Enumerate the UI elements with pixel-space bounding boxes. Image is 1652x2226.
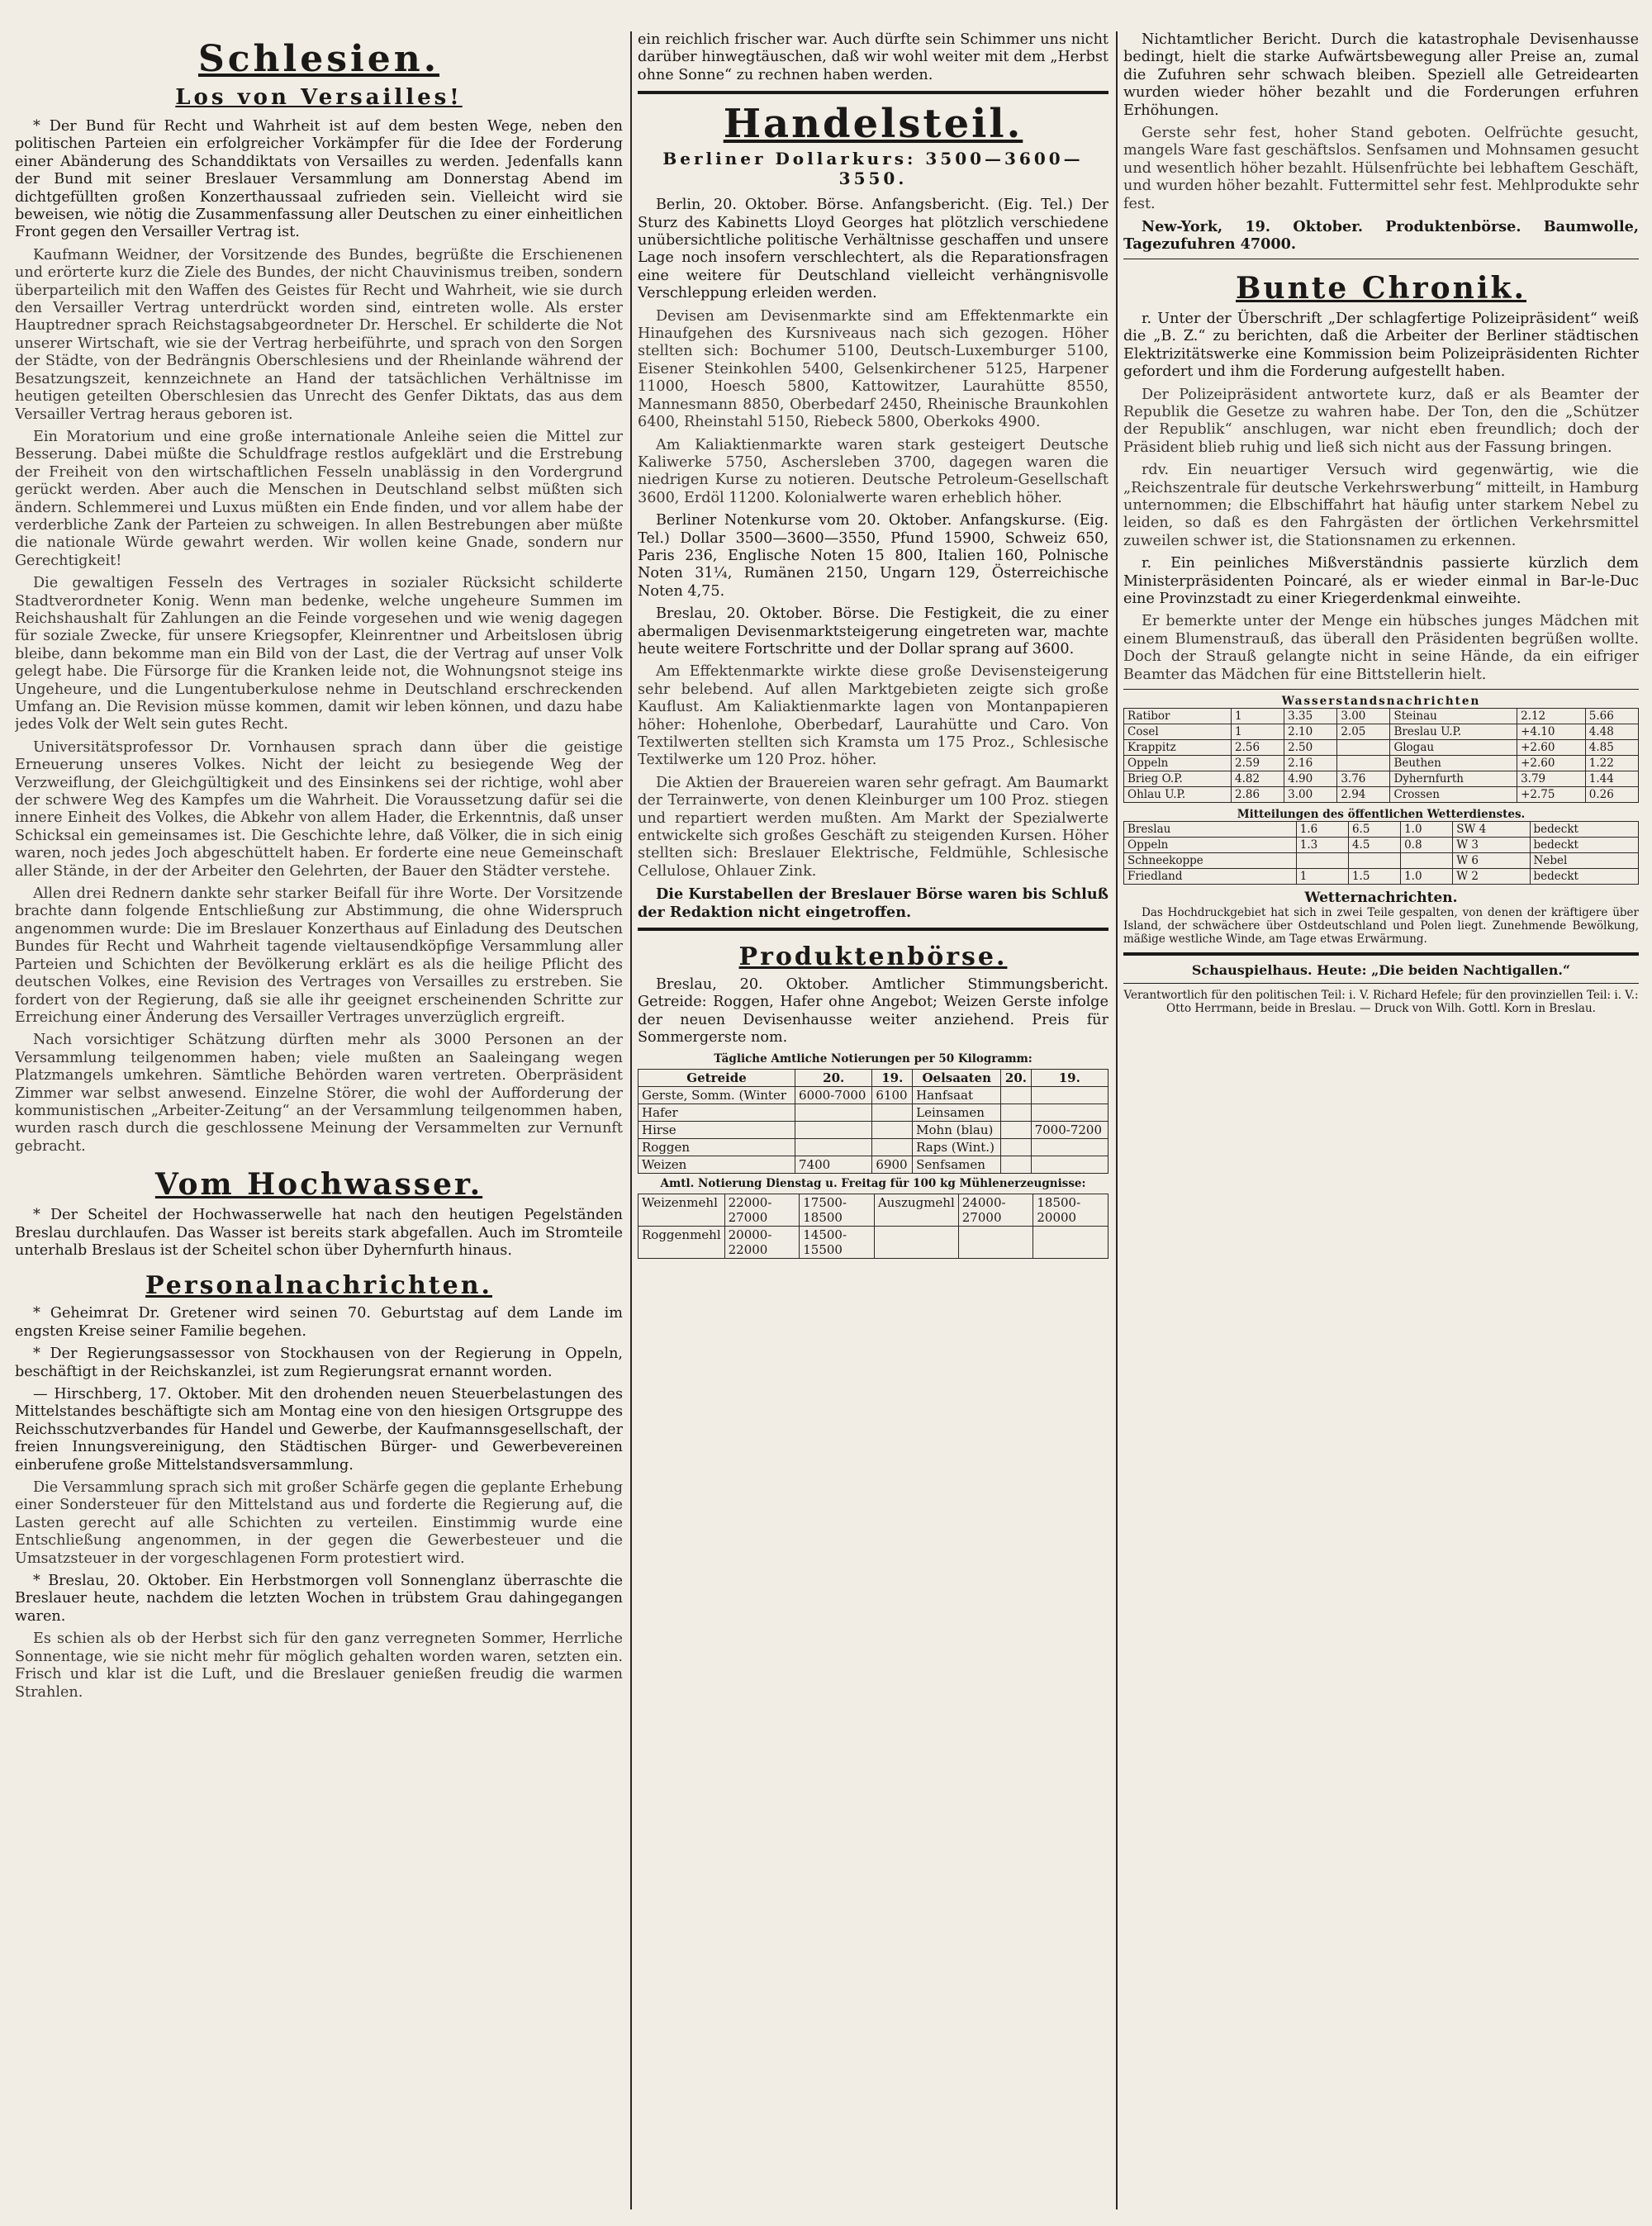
table-cell: 1 [1296, 869, 1348, 885]
breslau-boerse-report: Breslau, 20. Oktober. Börse. Die Festigkeit, die zu einer abermaligen Devisenmarktsteigerung eingetreten war, machte heute weitere Fortschritte und der Dollar sprang auf 3600. [638, 605, 1108, 657]
table-cell: 4.82 [1232, 771, 1284, 787]
breslau-herbst: * Breslau, 20. Oktober. Ein Herbstmorgen voll Sonnenglanz überraschte die Breslauer heute, nachdem die letzten Wochen in trübstem Grau dahingegangen waren. [15, 1573, 623, 1625]
table-cell: Raps (Wint.) [913, 1138, 1001, 1156]
table-row [1124, 771, 1639, 787]
column-right: Nichtamtlicher Bericht. Durch die katastrophale Devisenhausse bedingt, hielt die starke Aufwärtsbewegung aller Preise an, zumal die Zufuhren sehr schwach bleiben. Speziell alle Getreidearten wurden wieder höher bezahlt und die Forderungen erfuhren Erhöhungen. Gerste sehr fest, hoher Stand geboten. Oelfrüchte gesucht, mangels Ware fast geschäftslos. Senfsamen und Mohnsamen gesucht und wesentlich höher bezahlt. Hülsenfrüchte bei lebhaftem Geschäft, und wurden höher bezahlt. Futtermittel sehr fest. Mehlprodukte sehr fest. New-York, 19. Oktober. Produktenbörse. Baumwolle, Tagezufuhren 47000. Bunte Chronik. r. Unter der Überschrift „Der schlagfertige Polizeipräsident“ weiß die „B. Z.“ zu berichten, daß die Arbeiter der Berliner städtischen Elektrizitätswerke eine Kommission beim Polizeipräsidenten Richter gefordert und ihm die Forderung aufgestellt haben. Der Polizeipräsident antwortete kurz, daß er als Beamter der Republik die Gesetze zu wahren habe. Der Ton, den die „Schützer der Republik“ anschlugen, war nicht eben freundlich; doch der Präsident blieb ruhig und ließ sich nicht aus der Fassung bringen. rdv. Ein neuartiger Versuch wird gegenwärtig, wie die „Reichszentrale für deutsche Verkehrswerbung“ mitteilt, in Hamburg unternommen; die Elbschiffahrt hat häufig unter starkem Nebel zu leiden, so daß es den Fahrgästen der örtlichen Verkehrsmittel zuweilen schwer ist, die Stationsnamen zu erkennen. r. Ein peinliches Mißverständnis passierte kürzlich dem Ministerpräsidenten Poincaré, als er wieder einmal in Bar-le-Duc eine Provinzstadt zu einer Kriegerdenkmal einweihte. Er bemerkte unter der Menge ein hübsches junges Mädchen mit einem Blumenstrauß, das überall den Präsidenten begrüßen wollte. Doch der Strauß gelangte nicht in seine Hände, da ein eifriger Beamter das Mädchen für eine Bittstellerin hielt. Wasserstandsnachrichten Ratibor 1 3.35 3.00 Steinau 2.12 5.66 Cosel 1 2.10 2.05 Breslau U.P. +4.10 4.48 Krappitz 2.56 2.50 Glogau +2.60 4.85 Oppeln 2.59 2.16 Beuthen +2.60 1.22 Brieg O.P. 4.82 4.90 3.76 Dyhernfurth 3.79 1.44 Ohlau U.P. 2.86 3.00 2.94 Crossen +2.75 0.26 Mitteilungen des öffentlichen Wetterdienstes. Breslau 1.6 6.5 1.0 SW 4 bedeckt Oppeln 1.3 4.5 0.8 W 3 bedeckt Schneekoppe W 6 Nebel Friedland 1 1.5 1.0 W 2 bedeckt Wetternachrichten. Das Hochdruckgebiet hat sich in zwei Teile gespalten, von denen der kräftigere über Island, der schwächere über Ostdeutschland und Polen liegt. Zunehmende Bewölkung, mäßige westliche Winde, am Tage etwas Erwärmung. Schauspielhaus. Heute: „Die beiden Nachtigallen.“ Verantwortlich für den politischen Teil: i. V. Richard Hefele; für den provinziellen Teil: i. V.: Otto Herrmann, beide in Breslau. — Druck von Wilh. Gottl. Korn in Breslau. [1123, 31, 1639, 1015]
table-row [638, 1104, 1108, 1121]
table-cell: +4.10 [1517, 724, 1586, 740]
table-cell: 1.0 [1401, 822, 1453, 838]
table-cell [795, 1104, 872, 1121]
table-cell: 1.5 [1348, 869, 1400, 885]
table-cell: 2.94 [1337, 787, 1390, 803]
table-header-cell: Oelsaaten [913, 1069, 1001, 1086]
table-row [1124, 838, 1639, 853]
hochwasser-text: * Der Scheitel der Hochwasserwelle hat nach den heutigen Pegelständen Breslau durchlaufen. Das Wasser ist bereits stark abgefallen. Auch im Stromteile unterhalb Breslaus ist der Scheitel schon über Dyhernfurth hinaus. [15, 1207, 623, 1259]
wetternachrichten-text: Das Hochdruckgebiet hat sich in zwei Teile gespalten, von denen der kräftigere über Island, der schwächere über Ostdeutschland und Polen liegt. Zunehmende Bewölkung, mäßige westliche Winde, am Tage etwas Erwärmung. [1123, 906, 1639, 946]
table-cell: Oppeln [1124, 838, 1297, 853]
table-header-cell: 19. [872, 1069, 913, 1086]
table-cell [1033, 1226, 1108, 1258]
bunte-chronik-2: r. Ein peinliches Mißverständnis passierte kürzlich dem Ministerpräsidenten Poincaré, als er wieder einmal in Bar-le-Duc eine Provinzstadt zu einer Kriegerdenkmal einweihte. [1123, 555, 1639, 607]
dollar-rate-line: Berliner Dollarkurs: 3500—3600—3550. [662, 149, 1084, 189]
table-cell: Roggenmehl [638, 1226, 725, 1258]
table-cell: W 2 [1453, 869, 1530, 885]
table-cell: Steinau [1390, 709, 1517, 724]
table-cell: 0.8 [1401, 838, 1453, 853]
table-cell: 5.66 [1585, 709, 1638, 724]
notenkurse-report: Berliner Notenkurse vom 20. Oktober. Anfangskurse. (Eig. Tel.) Dollar 3500—3600—3550, Pfund 15900, Schweiz 650, Paris 236, Englische Noten 15 800, Italien 160, Polnische Noten 31¼, Rumänen 2150, Ungarn 129, Österreichische Noten 4,75. [638, 512, 1108, 600]
table-cell: Breslau U.P. [1390, 724, 1517, 740]
wasserstand-table [1123, 708, 1639, 803]
table-header-cell: Getreide [638, 1069, 795, 1086]
table-cell: Schneekoppe [1124, 853, 1297, 869]
wetterdienst-title: Mitteilungen des öffentlichen Wetterdienstes. [1237, 808, 1526, 821]
table-cell: 14500-15500 [800, 1226, 875, 1258]
article-lead: * Der Bund für Recht und Wahrheit ist auf dem besten Wege, neben den politischen Parteien ein erfolgreicher Vorkämpfer für die Idee der Forderung einer Abänderung des Schanddiktats von Versailles zu werden. Jedenfalls kann der Bund mit seiner Breslauer Versammlung am Donnerstag Abend im dichtgefüllten großen Konzerthaussaal zufrieden sein. Vielleicht wird sie beweisen, wie nötig die Zusammenfassung aller Deutschen zu einer einheitlichen Front gegen den Versailler Vertrag ist. [15, 118, 623, 241]
table-row [1124, 787, 1639, 803]
table-cell [1296, 853, 1348, 869]
table-cell: Roggen [638, 1138, 795, 1156]
table-cell: Friedland [1124, 869, 1297, 885]
table-cell [1001, 1121, 1031, 1138]
article-title-versailles: Los von Versailles! [175, 85, 463, 110]
table-cell: Weizenmehl [638, 1194, 725, 1226]
table-cell: Beuthen [1390, 756, 1517, 771]
table-cell: 17500-18500 [800, 1194, 875, 1226]
table-cell: Senfsamen [913, 1156, 1001, 1173]
table-cell [1001, 1086, 1031, 1104]
table-cell: 2.50 [1284, 740, 1337, 756]
getreide-table [638, 1069, 1108, 1174]
table-cell: 2.56 [1232, 740, 1284, 756]
table-cell: Leinsamen [913, 1104, 1001, 1121]
divider [638, 928, 1108, 931]
table-row [1124, 724, 1639, 740]
table-cell: W 3 [1453, 838, 1530, 853]
table-cell: Mohn (blau) [913, 1121, 1001, 1138]
table-cell: 2.10 [1284, 724, 1337, 740]
table-cell: bedeckt [1530, 822, 1638, 838]
table-cell: 1.3 [1296, 838, 1348, 853]
table-row [638, 1138, 1108, 1156]
table-cell: 3.00 [1337, 709, 1390, 724]
table-cell: 3.35 [1284, 709, 1337, 724]
table-cell: Hirse [638, 1121, 795, 1138]
table-cell [1001, 1156, 1031, 1173]
table-cell: 7000-7200 [1031, 1121, 1108, 1138]
table-cell: 6.5 [1348, 822, 1400, 838]
table-cell: Auszugmehl [874, 1194, 958, 1226]
table-header-cell: 19. [1031, 1069, 1108, 1086]
berlin-boerse-report: Berlin, 20. Oktober. Börse. Anfangsbericht. (Eig. Tel.) Der Sturz des Kabinetts Lloyd Georges hat plötzlich verschiedene unübersichtliche politische Verhältnisse geschaffen und unsere Lage noch insofern verschlechtert, als die Reparationsfragen eine weitere für Deutschland vielleicht verhängnisvolle Verschleppung erleiden werden. [638, 197, 1108, 302]
table-cell: Hanfsaat [913, 1086, 1001, 1104]
table-cell: +2.75 [1517, 787, 1586, 803]
table-cell [1031, 1156, 1108, 1173]
table-row [1124, 740, 1639, 756]
table-cell: Breslau [1124, 822, 1297, 838]
table-cell: 0.26 [1585, 787, 1638, 803]
table-cell: Oppeln [1124, 756, 1232, 771]
table-cell [1401, 853, 1453, 869]
table-cell: 2.86 [1232, 787, 1284, 803]
section-title-schlesien: Schlesien. [197, 38, 440, 80]
table-cell: 4.48 [1585, 724, 1638, 740]
table-cell: 7400 [795, 1156, 872, 1173]
personal-text-2: * Der Regierungsassessor von Stockhausen von der Regierung in Oppeln, beschäftigt in der Reichskanzlei, ist zum Regierungsrat ernannt worden. [15, 1346, 623, 1380]
table-row [638, 1156, 1108, 1173]
table-cell: 6900 [872, 1156, 913, 1173]
table-row [638, 1121, 1108, 1138]
imprint: Verantwortlich für den politischen Teil: i. V. Richard Hefele; für den provinziellen Teil: i. V.: Otto Herrmann, beide in Breslau. — Druck von Wilh. Gottl. Korn in Breslau. [1123, 989, 1639, 1015]
produktenboerse-report: Breslau, 20. Oktober. Amtlicher Stimmungsbericht. Getreide: Roggen, Hafer ohne Angebot; Weizen Gerste infolge der neuen Devisenhausse weiter anziehend. Preis für Sommergerste nom. [638, 976, 1108, 1047]
wetter-table [1123, 821, 1639, 885]
table-row [1124, 709, 1639, 724]
table-cell [795, 1138, 872, 1156]
article-body-versailles: Kaufmann Weidner, der Vorsitzende des Bundes, begrüßte die Erschienenen und erörterte kurz die Ziele des Bundes, der nicht Chauvinismus treiben, sondern überparteilich mit den Waffen des Geistes für Recht und Wahrheit, wie sie durch den Versailler Vertrag unterdrückt worden sind, eintreten wolle. Als erster Hauptredner sprach Reichstagsabgeordneter Dr. Herschel. Er schilderte die Not unserer Wirtschaft, wie sie der Vertrag herbeiführte, und sprach von den Sorgen der Städte, von der Bedrängnis Oberschlesiens und der Rheinlande während der Besatzungszeit, kennzeichnete an Hand der tatsächlichen Verhältnisse im heutigen geteilten Oberschlesien das Unrecht des Genfer Diktats, das aus dem Versailler Vertrag heraus geboren ist. Ein Moratorium und eine große internationale Anleihe seien die Mittel zur Besserung. Dabei müßte die Schuldfrage restlos aufgeklärt und die Erstrebung der Freiheit von den wirtschaftlichen Fesseln unablässig in den Vordergrund gerückt werden. Aber auch die Menschen in Deutschland selbst müßten sich ändern. Schlemmerei und Luxus müßten ein Ende finden, und vor allem habe der verderbliche Zank der Parteien zu schweigen. In allen Bestrebungen aber müßte die nationale Würde gewahrt werden. Wir wollen keine Gnade, sondern nur Gerechtigkeit! Die gewaltigen Fesseln des Vertrages in sozialer Rücksicht schilderte Stadtverordneter Konig. Wenn man bedenke, welche ungeheure Summen im Reichshaushalt für Zahlungen an die Feinde vorgesehen und wie wenig dagegen für soziale Zwecke, für unsere Kriegsopfer, Kleinrentner und Arbeitslosen übrig bleibe, dann bekomme man ein Bild von der Last, die der Vertrag auf unser Volk gelegt habe. Die Fürsorge für die Kranken leide not, die Wohnungsnot steige ins Ungeheure, und die Lungentuberkulose nehme in Deutschland erschreckenden Umfang an. Die Revision müsse kommen, damit wir leben können, und dazu habe jedes Volk der Welt sein gutes Recht. Universitätsprofessor Dr. Vornhausen sprach dann über die geistige Erneuerung unseres Volkes. Nicht der leicht zu besiegende Weg der Verzweiflung, der Gleichgültigkeit und des Einsinkens sei der richtige, wohl aber der schwere Weg des Kampfes um die Wahrheit. Die Voraussetzung dafür sei die innere Einheit des Volkes, die Abkehr von allem Hader, die Erkenntnis, daß unser Schicksal ein gemeinsames ist. Die Geschichte lehre, daß Völker, die in sich einig waren, noch jedes Joch abgeschüttelt haben. Er forderte eine neue Gemeinschaft aller Stände, in der der Arbeiter den Gelehrten, der Bauer den Städter verstehe. Allen drei Rednern dankte sehr starker Beifall für ihre Worte. Der Vorsitzende brachte dann folgende Entschließung zur Abstimmung, die ohne Widerspruch angenommen wurde: Die im Breslauer Konzerthaus auf Einladung des Deutschen Bundes für Recht und Wahrheit tagende vieltausendköpfige Versammlung aller Parteien und Schichten der Bevölkerung erklärt es als die heilige Pflicht des deutschen Volkes, eine Revision des Vertrages von Versailles zu erstreben. Sie fordert von der Regierung, daß sie alle ihr geeignet erscheinenden Schritte zur Erreichung einer Änderung des Versailler Vertrages unverzüglich ergreift. Nach vorsichtiger Schätzung dürften mehr als 3000 Personen an der Versammlung teilgenommen haben; viele mußten an Saaleingang wegen Platzmangels umkehren. Sämtliche Behörden waren vertreten. Oberpräsident Zimmer war selbst anwesend. Einzelne Störer, die wohl der Aufforderung der kommunistischen „Arbeiter-Zeitung“ an der Versammlung teilgenommen haben, wurden rasch durch die geschlossene Meinung der Versammelten zur Vernunft gebracht. [15, 246, 623, 1155]
table-header-cell: 20. [795, 1069, 872, 1086]
section-title-personal: Personalnachrichten. [145, 1271, 492, 1301]
table-cell: 1.0 [1401, 869, 1453, 885]
table-row [1124, 822, 1639, 838]
table-cell: Krappitz [1124, 740, 1232, 756]
table-cell: 4.90 [1284, 771, 1337, 787]
table-cell: 6100 [872, 1086, 913, 1104]
column-left: Schlesien. Los von Versailles! * Der Bund für Recht und Wahrheit ist auf dem besten Wege, neben den politischen Parteien ein erfolgreicher Vorkämpfer für die Idee der Forderung einer Abänderung des Schanddiktats von Versailles zu werden. Jedenfalls kann der Bund mit seiner Breslauer Versammlung am Donnerstag Abend im dichtgefüllten großen Konzerthaussaal zufrieden sein. Vielleicht wird sie beweisen, wie nötig die Zusammenfassung aller Deutschen zu einer einheitlichen Front gegen den Versailler Vertrag ist. Kaufmann Weidner, der Vorsitzende des Bundes, begrüßte die Erschienenen und erörterte kurz die Ziele des Bundes, der nicht Chauvinismus treiben, sondern überparteilich mit den Waffen des Geistes für Recht und Wahrheit, wie sie durch den Versailler Vertrag unterdrückt worden sind, eintreten wolle. Als erster Hauptredner sprach Reichstagsabgeordneter Dr. Herschel. Er schilderte die Not unserer Wirtschaft, wie sie der Vertrag herbeiführte, und sprach von den Sorgen der Städte, von der Bedrängnis Oberschlesiens und der Rheinlande während der Besatzungszeit, kennzeichnete an Hand der tatsächlichen Verhältnisse im heutigen geteilten Oberschlesien das Unrecht des Genfer Diktats, das aus dem Versailler Vertrag heraus geboren ist. Ein Moratorium und eine große internationale Anleihe seien die Mittel zur Besserung. Dabei müßte die Schuldfrage restlos aufgeklärt und die Erstrebung der Freiheit von den wirtschaftlichen Fesseln unablässig in den Vordergrund gerückt werden. Aber auch die Menschen in Deutschland selbst müßten sich ändern. Schlemmerei und Luxus müßten ein Ende finden, und vor allem habe der verderbliche Zank der Parteien zu schweigen. In allen Bestrebungen aber müßte die nationale Würde gewahrt werden. Wir wollen keine Gnade, sondern nur Gerechtigkeit! Die gewaltigen Fesseln des Vertrages in sozialer Rücksicht schilderte Stadtverordneter Konig. Wenn man bedenke, welche ungeheure Summen im Reichshaushalt für Zahlungen an die Feinde vorgesehen und wie wenig dagegen für soziale Zwecke, für unsere Kriegsopfer, Kleinrentner und Arbeitslosen übrig bleibe, dann bekomme man ein Bild von der Last, die der Vertrag auf unser Volk gelegt habe. Die Fürsorge für die Kranken leide not, die Wohnungsnot steige ins Ungeheure, und die Lungentuberkulose nehme in Deutschland erschreckenden Umfang an. Die Revision müsse kommen, damit wir leben können, und dazu habe jedes Volk der Welt sein gutes Recht. Universitätsprofessor Dr. Vornhausen sprach dann über die geistige Erneuerung unseres Volkes. Nicht der leicht zu besiegende Weg der Verzweiflung, der Gleichgültigkeit und des Einsinkens sei der richtige, wohl aber der schwere Weg des Kampfes um die Wahrheit. Die Voraussetzung dafür sei die innere Einheit des Volkes, die Abkehr von allem Hader, die Erkenntnis, daß unser Schicksal ein gemeinsames ist. Die Geschichte lehre, daß Völker, die in sich einig waren, noch jedes Joch abgeschüttelt haben. Er forderte eine neue Gemeinschaft aller Stände, in der der Arbeiter den Gelehrten, der Bauer den Städter verstehe. Allen drei Rednern dankte sehr starker Beifall für ihre Worte. Der Vorsitzende brachte dann folgende Entschließung zur Abstimmung, die ohne Widerspruch angenommen wurde: Die im Breslauer Konzerthaus auf Einladung des Deutschen Bundes für Recht und Wahrheit tagende vieltausendköpfige Versammlung aller Parteien und Schichten der Bevölkerung erklärt es als die heilige Pflicht des deutschen Volkes, eine Revision des Vertrages von Versailles zu erstreben. Sie fordert von der Regierung, daß sie alle ihr geeignet erscheinenden Schritte zur Erreichung einer Änderung des Versailler Vertrages unverzüglich ergreift. Nach vorsichtiger Schätzung dürften mehr als 3000 Personen an der Versammlung teilgenommen haben; viele mußten an Saaleingang wegen Platzmangels umkehren. Sämtliche Behörden waren vertreten. Oberpräsident Zimmer war selbst anwesend. Einzelne Störer, die wohl der Aufforderung der kommunistischen „Arbeiter-Zeitung“ an der Versammlung teilgenommen haben, wurden rasch durch die geschlossene Meinung der Versammelten zur Vernunft gebracht. Vom Hochwasser. * Der Scheitel der Hochwasserwelle hat nach den heutigen Pegelständen Breslau durchlaufen. Das Wasser ist bereits stark abgefallen. Auch im Stromteile unterhalb Breslaus ist der Scheitel schon über Dyhernfurth hinaus. Personalnachrichten. * Geheimrat Dr. Gretener wird seinen 70. Geburtstag auf dem Lande im engsten Kreise seiner Familie begehen. * Der Regierungsassessor von Stockhausen von der Regierung in Oppeln, beschäftigt in der Reichskanzlei, ist zum Regierungsrat ernannt worden. — Hirschberg, 17. Oktober. Mit den drohenden neuen Steuerbelastungen des Mittelstandes beschäftigte sich am Montag eine von den hiesigen Ortsgruppe des Reichsschutzverbandes für Handel und Gewerbe, der Kaufmannsgesellschaft, der freien Innungsvereinigung, den Städtischen Bürger- und Gewerbevereinen einberufene große Mittelstandsversammlung. Die Versammlung sprach sich mit großer Schärfe gegen die geplante Erhebung einer Sondersteuer für den Mittelstand aus und forderte die Regierung auf, die Lasten gerecht auf alle Schichten zu verteilen. Einstimmig wurde eine Entschließung angenommen, in der gegen die Gewerbesteuer und die Umsatzsteuer in der vorgeschlagenen Form protestiert wird. * Breslau, 20. Oktober. Ein Herbstmorgen voll Sonnenglanz überraschte die Breslauer heute, nachdem die letzten Wochen in trübstem Grau dahingegangen waren. Es schien als ob der Herbst sich für den ganz verregneten Sommer, Herrliche Sonnentage, wie sie nicht mehr für möglich gehalten worden waren, setzten ein. Frisch und klar ist die Luft, und die Breslauer genießen freudig die warmen Strahlen. [15, 38, 623, 1701]
table-cell: Nebel [1530, 853, 1638, 869]
table-cell: Hafer [638, 1104, 795, 1121]
table-cell: Ohlau U.P. [1124, 787, 1232, 803]
table-cell: 4.85 [1585, 740, 1638, 756]
table-cell: Ratibor [1124, 709, 1232, 724]
table-cell: 1.22 [1585, 756, 1638, 771]
table-row [1124, 869, 1639, 885]
table-cell [958, 1226, 1033, 1258]
table-cell: bedeckt [1530, 838, 1638, 853]
table-cell [1001, 1104, 1031, 1121]
column-rule-1 [630, 31, 632, 2209]
schauspielhaus-notice: Schauspielhaus. Heute: „Die beiden Nachtigallen.“ [1191, 962, 1571, 978]
muehlen-label: Amtl. Notierung Dienstag u. Freitag für 100 kg Mühlenerzeugnisse: [660, 1176, 1086, 1190]
table-cell: 2.05 [1337, 724, 1390, 740]
bunte-chronik-1: r. Unter der Überschrift „Der schlagfertige Polizeipräsident“ weiß die „B. Z.“ zu berichten, daß die Arbeiter der Berliner städtischen Elektrizitätswerke eine Kommission beim Polizeipräsidenten Richter gefordert und ihm die Forderung aufgestellt haben. [1123, 310, 1639, 381]
table-cell: 1.44 [1585, 771, 1638, 787]
table-cell: 1 [1232, 709, 1284, 724]
table-cell: 2.59 [1232, 756, 1284, 771]
table-cell: 4.5 [1348, 838, 1400, 853]
table-cell [872, 1104, 913, 1121]
table-cell: 3.79 [1517, 771, 1586, 787]
mehl-table [638, 1194, 1108, 1259]
table-cell: Cosel [1124, 724, 1232, 740]
table-header-cell: 20. [1001, 1069, 1031, 1086]
table-cell: +2.60 [1517, 756, 1586, 771]
table-cell: 18500-20000 [1033, 1194, 1108, 1226]
section-title-bunte-chronik: Bunte Chronik. [1236, 270, 1526, 306]
table-cell: Brieg O.P. [1124, 771, 1232, 787]
table-cell: Dyhernfurth [1390, 771, 1517, 787]
table-cell: +2.60 [1517, 740, 1586, 756]
table-cell [1031, 1138, 1108, 1156]
table-cell: 22000-27000 [724, 1194, 800, 1226]
section-title-handelsteil: Handelsteil. [723, 101, 1023, 148]
table-cell [872, 1138, 913, 1156]
table-row [638, 1086, 1108, 1104]
table-cell: 3.76 [1337, 771, 1390, 787]
personal-text-1: * Geheimrat Dr. Gretener wird seinen 70. Geburtstag auf dem Lande im engsten Kreise seiner Familie begehen. [15, 1305, 623, 1340]
table-cell: Crossen [1390, 787, 1517, 803]
table-row [638, 1194, 1108, 1226]
table-cell [1031, 1104, 1108, 1121]
table-cell: 20000-22000 [724, 1226, 800, 1258]
table-row [638, 1226, 1108, 1258]
table-cell: 2.16 [1284, 756, 1337, 771]
table-cell [1337, 740, 1390, 756]
table-cell: Weizen [638, 1156, 795, 1173]
right-top-text: Nichtamtlicher Bericht. Durch die katastrophale Devisenhausse bedingt, hielt die starke Aufwärtsbewegung aller Preise an, zumal die Zufuhren sehr schwach bleiben. Speziell alle Getreidearten wurden wieder höher bezahlt und die Forderungen erfuhren Erhöhungen. [1123, 31, 1639, 119]
section-title-produktenboerse: Produktenbörse. [738, 942, 1008, 972]
mid-top-text: ein reichlich frischer war. Auch dürfte sein Schimmer uns nicht darüber hinwegtäuschen, daß wir wohl weiter mit dem „Herbst ohne Sonne“ zu rechnen haben werden. [638, 31, 1108, 83]
column-middle: ein reichlich frischer war. Auch dürfte sein Schimmer uns nicht darüber hinwegtäuschen, daß wir wohl weiter mit dem „Herbst ohne Sonne“ zu rechnen haben werden. Handelsteil. Berliner Dollarkurs: 3500—3600—3550. Berlin, 20. Oktober. Börse. Anfangsbericht. (Eig. Tel.) Der Sturz des Kabinetts Lloyd Georges hat plötzlich verschiedene unübersichtliche politische Verhältnisse geschaffen und unsere Lage noch insofern verschlechtert, als die Reparationsfragen eine weitere für Deutschland vielleicht verhängnisvolle Verschleppung erleiden werden. Devisen am Devisenmarkte sind am Effektenmarkte ein Hinaufgehen des Kursniveaus nach sich gezogen. Höher stellten sich: Bochumer 5100, Deutsch-Luxemburger 5100, Eisener Steinkohlen 5400, Gelsenkirchener 5125, Harpener 11000, Hoesch 5800, Kattowitzer, Laurahütte 8550, Mannesmann 8850, Oberbedarf 2450, Rheinische Braunkohlen 6400, Rheinstahl 5150, Riebeck 5800, Oberkoks 4900. Am Kaliaktienmarkte waren stark gesteigert Deutsche Kaliwerke 5750, Aschersleben 3700, dagegen waren die niedrigen Kurse zu notieren. Deutsche Petroleum-Gesellschaft 3600, Erdöl 11200. Kolonialwerte waren erheblich höher. Berliner Notenkurse vom 20. Oktober. Anfangskurse. (Eig. Tel.) Dollar 3500—3600—3550, Pfund 15900, Schweiz 650, Paris 236, Englische Noten 15 800, Italien 160, Polnische Noten 31¼, Rumänen 2150, Ungarn 129, Österreichische Noten 4,75. Breslau, 20. Oktober. Börse. Die Festigkeit, die zu einer abermaligen Devisenmarktsteigerung eingetreten war, machte heute weitere Fortschritte und der Dollar sprang auf 3600. Am Effektenmarkte wirkte diese große Devisensteigerung sehr belebend. Auf allen Marktgebieten zeigte sich große Kauflust. Am Kaliaktienmarkte lagen von Montanpapieren höher: Hohenlohe, Oberbedarf, Laurahütte und Caro. Von Textilwerten stellten sich Kramsta um 175 Proz., Schlesische Textilwerke um 120 Proz. höher. Die Aktien der Brauereien waren sehr gefragt. Am Baumarkt der Terrainwerte, von denen Kleinburger um 100 Proz. stiegen und repartiert werden mußten. Am Markt der Spezialwerte entwickelte sich großes Geschäft zu steigenden Kursen. Höher stellten sich: Breslauer Elektrische, Feldmühle, Schlesische Cellulose, Ohlauer Zink. Die Kurstabellen der Breslauer Börse waren bis Schluß der Redaktion nicht eingetroffen. Produktenbörse. Breslau, 20. Oktober. Amtlicher Stimmungsbericht. Getreide: Roggen, Hafer ohne Angebot; Weizen Gerste infolge der neuen Devisenhausse weiter anziehend. Preis für Sommergerste nom. Tägliche Amtliche Notierungen per 50 Kilogramm: Getreide 20. 19. Oelsaaten 20. 19. Gerste, Somm. (Winter 6000-7000 6100 Hanfsaat Hafer Leinsamen Hirse Mohn (blau) 7000-7200 Roggen Raps (Wint.) Weizen 7400 6900 Senfsamen Amtl. Notierung Dienstag u. Freitag für 100 kg Mühlenerzeugnisse: Weizenmehl 22000-27000 17500-18500 Auszugmehl 24000-27000 18500-20000 Roggenmehl 20000-22000 14500-15500 [638, 31, 1108, 1257]
wetternachrichten-title: Wetternachrichten. [1304, 890, 1458, 906]
table-cell: 1 [1232, 724, 1284, 740]
table-cell: 3.00 [1284, 787, 1337, 803]
table-cell [874, 1226, 958, 1258]
table-cell [1031, 1086, 1108, 1104]
table-cell [1348, 853, 1400, 869]
table-cell: Gerste, Somm. (Winter [638, 1086, 795, 1104]
column-rule-2 [1116, 31, 1118, 2209]
table-row [1124, 853, 1639, 869]
table-cell: SW 4 [1453, 822, 1530, 838]
table-cell [1337, 756, 1390, 771]
baumwolle-report: New-York, 19. Oktober. Produktenbörse. Baumwolle, Tagezufuhren 47000. [1123, 218, 1639, 254]
divider [638, 91, 1108, 94]
table-cell [1001, 1138, 1031, 1156]
table-cell: 6000-7000 [795, 1086, 872, 1104]
kurstabellen-note: Die Kurstabellen der Breslauer Börse waren bis Schluß der Redaktion nicht eingetroffen. [638, 885, 1108, 921]
notierung-title: Tägliche Amtliche Notierungen per 50 Kilogramm: [714, 1051, 1032, 1066]
table-cell [795, 1121, 872, 1138]
hirschberg-report: — Hirschberg, 17. Oktober. Mit den drohenden neuen Steuerbelastungen des Mittelstandes beschäftigte sich am Montag eine von den hiesigen Ortsgruppe des Reichsschutzverbandes für Handel und Gewerbe, der Kaufmannsgesellschaft, der freien Innungsvereinigung, den Städtischen Bürger- und Gewerbevereinen einberufene große Mittelstandsversammlung. [15, 1386, 623, 1474]
table-cell: 24000-27000 [958, 1194, 1033, 1226]
table-row [1124, 756, 1639, 771]
section-title-hochwasser: Vom Hochwasser. [154, 1167, 483, 1203]
wasserstand-title: Wasserstandsnachrichten [1281, 695, 1481, 708]
table-cell: W 6 [1453, 853, 1530, 869]
table-cell: bedeckt [1530, 869, 1638, 885]
table-cell: 1.6 [1296, 822, 1348, 838]
table-cell [872, 1121, 913, 1138]
table-cell: 2.12 [1517, 709, 1586, 724]
table-cell: Glogau [1390, 740, 1517, 756]
